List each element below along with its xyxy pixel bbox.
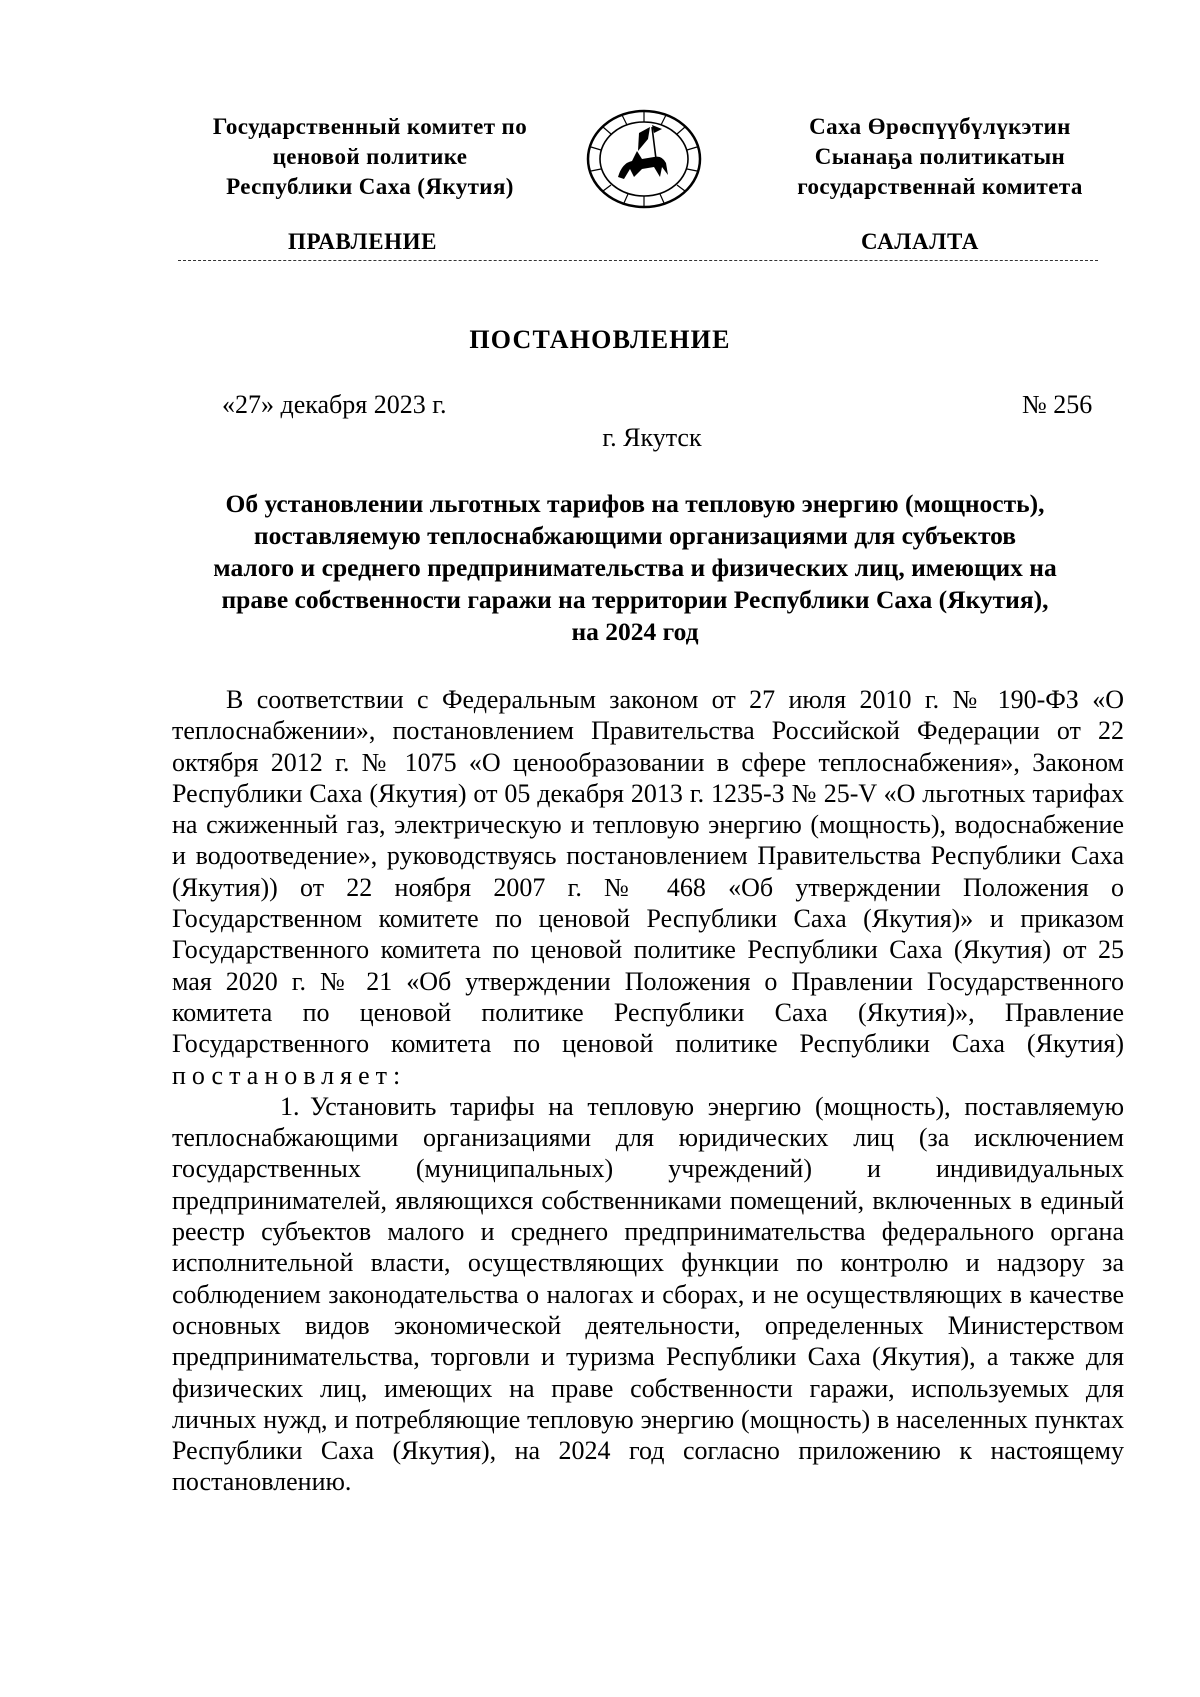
committee-name-russian xyxy=(170,112,570,202)
document-city: г. Якутск xyxy=(602,423,702,452)
subject-line: малого и среднего предпринимательства и физических лиц, имеющих на xyxy=(213,553,1057,582)
item-1-number: 1. xyxy=(280,1091,300,1121)
committee-name-line: Государственный комитет по xyxy=(212,114,528,139)
subject-line: на 2024 год xyxy=(571,617,699,646)
preamble-paragraph xyxy=(172,684,1124,1091)
committee-name-line: ценовой политике xyxy=(272,144,468,169)
committee-name-yakut xyxy=(740,112,1140,202)
document-body xyxy=(172,684,1124,1498)
board-label-yakut: САЛАЛТА xyxy=(861,229,979,254)
item-1-paragraph xyxy=(172,1091,1124,1498)
subject-line: Об установлении льготных тарифов на тепловую энергию (мощность), xyxy=(225,489,1045,518)
committee-name-line: государственнай комитета xyxy=(797,174,1083,199)
dashed-divider xyxy=(178,260,1098,261)
decree-word: постановляет: xyxy=(172,1060,407,1090)
committee-name-line: Сыанаҕа политикатын xyxy=(814,144,1066,169)
coat-of-arms-emblem-icon xyxy=(582,103,707,211)
subject-line: праве собственности гаражи на территории Республики Саха (Якутия), xyxy=(221,585,1049,614)
document-number: № 256 xyxy=(1022,390,1093,419)
committee-name-line: Саха Өрөспүүбүлүкэтин xyxy=(809,114,1071,139)
document-title: ПОСТАНОВЛЕНИЕ xyxy=(469,325,731,354)
document-date: «27» декабря 2023 г. xyxy=(222,390,447,419)
subject-line: поставляемую теплоснабжающими организациями для субъектов xyxy=(253,521,1017,550)
preamble-text: В соответствии с Федеральным законом от 27 июля 2010 г. № 190-ФЗ «О теплоснабжении», постановлением Правительства Российской Федерации от 22 октября 2012 г. № 1075 «О ценообразовании в сфере теплоснабжения», Законом Республики Саха (Якутия) от 05 декабря 2013 г. 1235-З № 25-V «О льготных тарифах на сжиженный газ, электрическую и тепловую энергию (мощность), водоснабжение и водоотведение», руководствуясь постановлением Правительства Республики Саха (Якутия)) от 22 ноября 2007 г. № 468 «Об утверждении Положения о Государственном комитете по ценовой Республики Саха (Якутия)» и приказом Государственного комитета по ценовой политике Республики Саха (Якутия) от 25 мая 2020 г. № 21 «Об утверждении Положения о Правлении Государственного комитета по ценовой политике Республики Саха (Якутия)», Правление Государственного комитета по ценовой политике Республики Саха (Якутия) xyxy=(172,685,1124,1059)
document-subject xyxy=(170,488,1100,648)
item-1-text: Установить тарифы на тепловую энергию (мощность), поставляемую теплоснабжающими организациями для юридических лиц (за исключением государственных (муниципальных) учреждений) и индивидуальных предпринимателей, являющихся собственниками помещений, включенных в единый реестр субъектов малого и среднего предпринимательства федерального органа исполнительной власти, осуществляющих функции по контролю и надзору за соблюдением законодательства о налогах и сборах, и не осуществляющих в качестве основных видов экономической деятельности, определенных Министерством предпринимательства, торговли и туризма Республики Саха (Якутия), а также для физических лиц, имеющих на праве собственности гаражи, используемых для личных нужд, и потребляющие тепловую энергию (мощность) в населенных пунктах Республики Саха (Якутия), на 2024 год согласно приложению к настоящему постановлению. xyxy=(172,1091,1124,1497)
committee-name-line: Республики Саха (Якутия) xyxy=(226,174,514,199)
board-label-russian: ПРАВЛЕНИЕ xyxy=(288,229,438,254)
